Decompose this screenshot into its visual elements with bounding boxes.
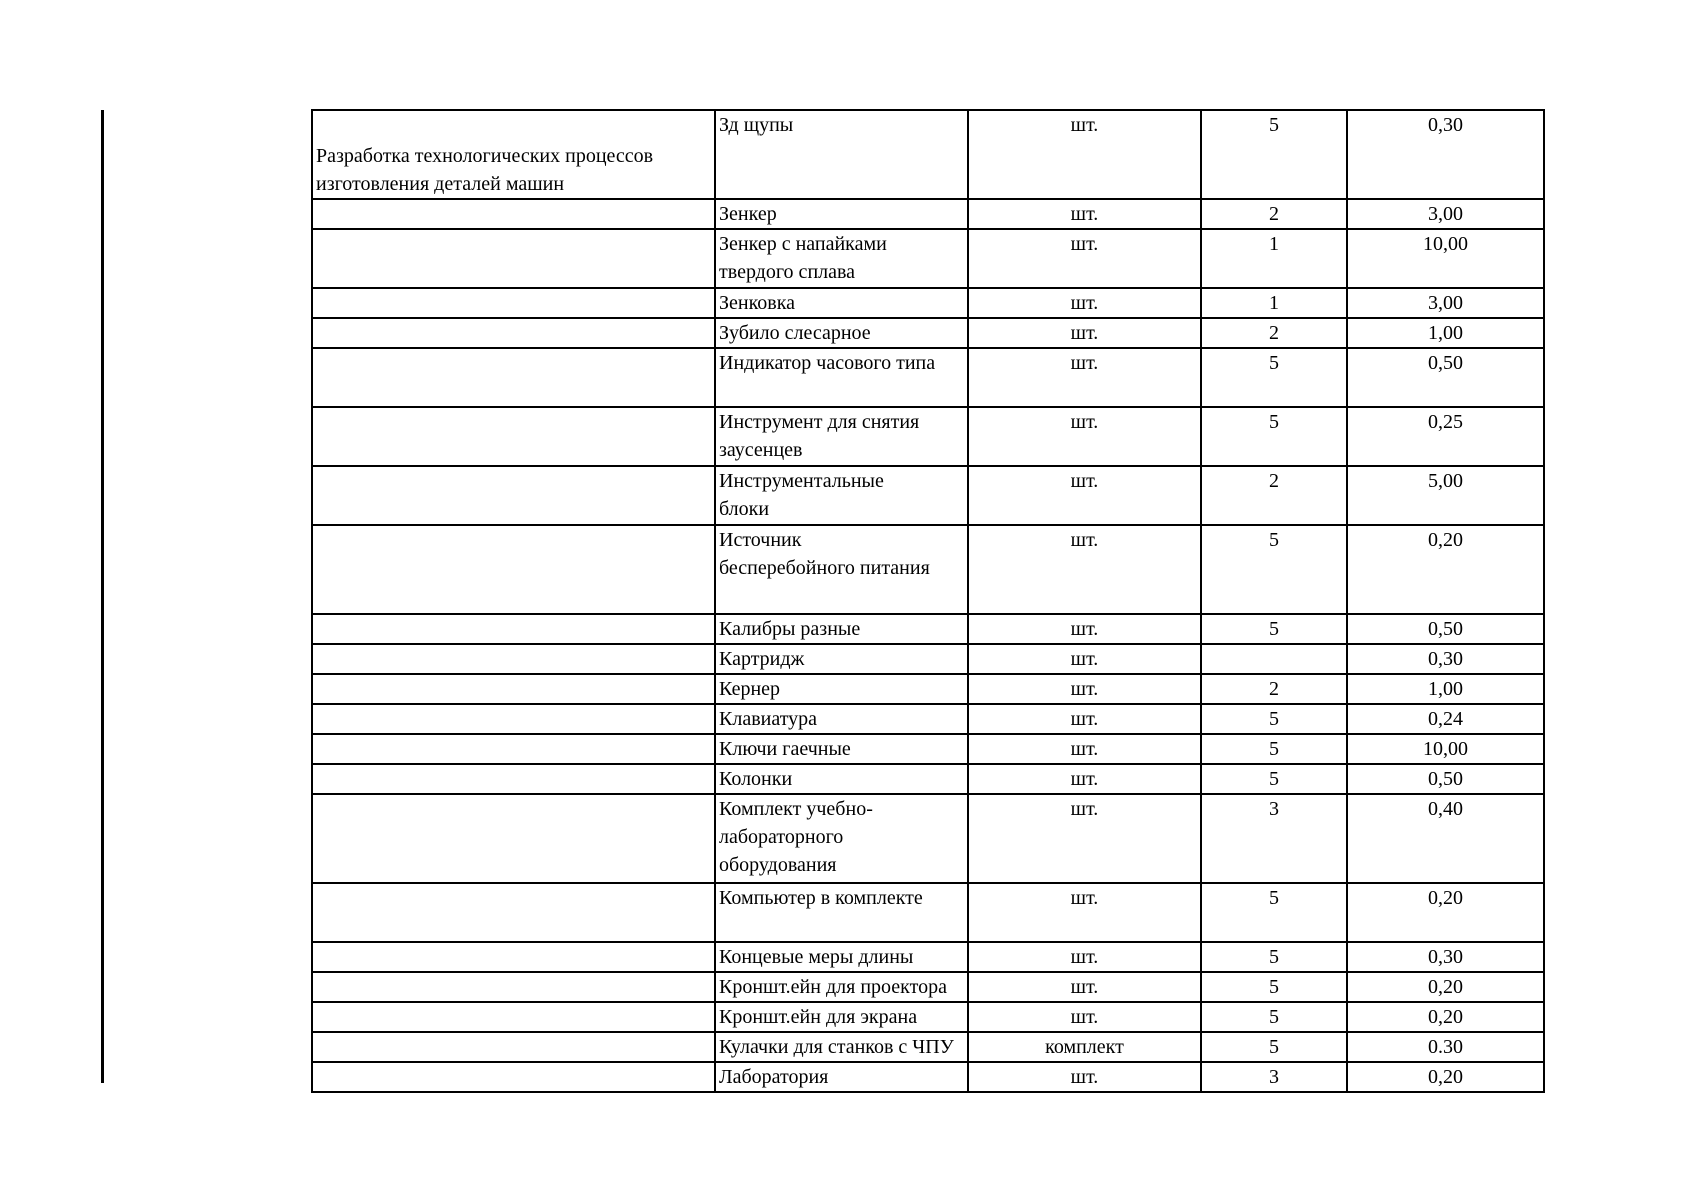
item-name-cell <box>715 644 968 674</box>
item-name-cell <box>715 1032 968 1062</box>
quantity-cell: 1 <box>1201 229 1347 288</box>
table-row <box>312 794 1544 883</box>
item-name: лабораторного <box>719 826 844 848</box>
quantity-cell: 1 <box>1201 288 1347 318</box>
item-name-cell <box>715 318 968 348</box>
value-cell: 0,24 <box>1347 704 1544 734</box>
quantity-cell: 2 <box>1201 466 1347 525</box>
value-cell: 0,50 <box>1347 348 1544 407</box>
item-name: Клавиатура <box>719 708 818 730</box>
quantity-cell: 5 <box>1201 764 1347 794</box>
left-margin-rule <box>101 110 104 1083</box>
item-name-cell <box>715 407 968 466</box>
value-cell: 0,20 <box>1347 1062 1544 1092</box>
value-cell: 10,00 <box>1347 229 1544 288</box>
unit-cell: шт. <box>968 229 1201 288</box>
item-name: Источник <box>719 529 802 551</box>
section-cell <box>312 764 715 794</box>
quantity-cell: 3 <box>1201 794 1347 883</box>
table-row <box>312 229 1544 288</box>
section-cell <box>312 674 715 704</box>
unit-cell: шт. <box>968 942 1201 972</box>
value-cell: 3,00 <box>1347 288 1544 318</box>
quantity-cell: 5 <box>1201 883 1347 942</box>
unit-cell: шт. <box>968 704 1201 734</box>
unit-cell: шт. <box>968 110 1201 199</box>
unit-cell: шт. <box>968 348 1201 407</box>
value-cell: 0,40 <box>1347 794 1544 883</box>
quantity-cell: 5 <box>1201 525 1347 614</box>
section-cell <box>312 1002 715 1032</box>
item-name: Ключи гаечные <box>719 738 851 760</box>
table-row <box>312 674 1544 704</box>
item-name-cell <box>715 883 968 942</box>
item-name: Кроншт.ейн для проектора <box>719 976 947 998</box>
item-name: Индикатор часового типа <box>719 352 936 374</box>
item-name-cell <box>715 674 968 704</box>
quantity-cell: 5 <box>1201 407 1347 466</box>
item-name-cell <box>715 525 968 614</box>
item-name: Зенковка <box>719 292 796 314</box>
quantity-cell <box>1201 644 1347 674</box>
item-name: блоки <box>719 498 770 520</box>
value-cell: 0,30 <box>1347 644 1544 674</box>
item-name-cell <box>715 288 968 318</box>
quantity-cell: 5 <box>1201 614 1347 644</box>
value-cell: 1,00 <box>1347 674 1544 704</box>
item-name-cell <box>715 794 968 883</box>
section-title-line: Разработка технологических процессов <box>316 145 654 167</box>
value-cell: 5,00 <box>1347 466 1544 525</box>
quantity-cell: 5 <box>1201 110 1347 199</box>
section-cell <box>312 525 715 614</box>
quantity-cell: 5 <box>1201 972 1347 1002</box>
table-row <box>312 972 1544 1002</box>
unit-cell: шт. <box>968 318 1201 348</box>
section-cell <box>312 614 715 644</box>
value-cell: 0,25 <box>1347 407 1544 466</box>
unit-cell: шт. <box>968 674 1201 704</box>
unit-cell: шт. <box>968 794 1201 883</box>
item-name: бесперебойного питания <box>719 557 930 579</box>
value-cell: 0,50 <box>1347 614 1544 644</box>
table-row <box>312 318 1544 348</box>
unit-cell: шт. <box>968 466 1201 525</box>
item-name-cell <box>715 1062 968 1092</box>
section-cell <box>312 229 715 288</box>
unit-cell: комплект <box>968 1032 1201 1062</box>
item-name-cell <box>715 110 968 199</box>
unit-cell: шт. <box>968 883 1201 942</box>
section-cell <box>312 972 715 1002</box>
quantity-cell: 5 <box>1201 734 1347 764</box>
item-name: Зенкер <box>719 203 777 225</box>
section-cell <box>312 199 715 229</box>
table-row <box>312 466 1544 525</box>
table-row <box>312 288 1544 318</box>
table-row <box>312 199 1544 229</box>
value-cell: 1,00 <box>1347 318 1544 348</box>
section-cell <box>312 704 715 734</box>
quantity-cell: 5 <box>1201 704 1347 734</box>
item-name-cell <box>715 942 968 972</box>
item-name-cell <box>715 704 968 734</box>
value-cell: 0,20 <box>1347 883 1544 942</box>
quantity-cell: 2 <box>1201 674 1347 704</box>
section-cell <box>312 1032 715 1062</box>
equipment-table <box>311 109 1545 1093</box>
unit-cell: шт. <box>968 764 1201 794</box>
value-cell: 0,20 <box>1347 972 1544 1002</box>
value-cell: 0.30 <box>1347 1032 1544 1062</box>
unit-cell: шт. <box>968 614 1201 644</box>
item-name: заусенцев <box>719 439 803 461</box>
section-title-cell <box>312 110 715 199</box>
section-cell <box>312 942 715 972</box>
quantity-cell: 2 <box>1201 199 1347 229</box>
value-cell: 0,20 <box>1347 525 1544 614</box>
section-cell <box>312 794 715 883</box>
section-cell <box>312 883 715 942</box>
item-name-cell <box>715 734 968 764</box>
item-name-cell <box>715 229 968 288</box>
quantity-cell: 5 <box>1201 1002 1347 1032</box>
unit-cell: шт. <box>968 1062 1201 1092</box>
item-name: Компьютер в комплекте <box>719 887 923 909</box>
item-name-cell <box>715 614 968 644</box>
table-row <box>312 1002 1544 1032</box>
table-row <box>312 644 1544 674</box>
table-row <box>312 110 1544 199</box>
table-row <box>312 348 1544 407</box>
section-cell <box>312 407 715 466</box>
item-name: Калибры разные <box>719 618 861 640</box>
section-cell <box>312 734 715 764</box>
item-name-cell <box>715 1002 968 1032</box>
table-row <box>312 407 1544 466</box>
table-row <box>312 1032 1544 1062</box>
unit-cell: шт. <box>968 734 1201 764</box>
quantity-cell: 5 <box>1201 1032 1347 1062</box>
quantity-cell: 2 <box>1201 318 1347 348</box>
section-cell <box>312 318 715 348</box>
item-name: Лаборатория <box>719 1066 829 1088</box>
item-name: Зубило слесарное <box>719 322 871 344</box>
item-name: Концевые меры длины <box>719 946 914 968</box>
unit-cell: шт. <box>968 972 1201 1002</box>
item-name: Комплект учебно- <box>719 798 873 820</box>
item-name: Инструмент для снятия <box>719 411 920 433</box>
quantity-cell: 5 <box>1201 348 1347 407</box>
table-row <box>312 942 1544 972</box>
unit-cell: шт. <box>968 525 1201 614</box>
table-row <box>312 704 1544 734</box>
value-cell: 10,00 <box>1347 734 1544 764</box>
section-cell <box>312 466 715 525</box>
item-name-cell <box>715 764 968 794</box>
item-name-cell <box>715 199 968 229</box>
section-cell <box>312 1062 715 1092</box>
section-cell <box>312 644 715 674</box>
item-name-cell <box>715 348 968 407</box>
value-cell: 0,30 <box>1347 110 1544 199</box>
item-name: твердого сплава <box>719 261 856 283</box>
item-name: Инструментальные <box>719 470 884 492</box>
item-name: Зенкер с напайками <box>719 233 887 255</box>
section-cell <box>312 348 715 407</box>
value-cell: 0,20 <box>1347 1002 1544 1032</box>
table-row <box>312 764 1544 794</box>
table-row <box>312 734 1544 764</box>
table-row <box>312 525 1544 614</box>
value-cell: 0,50 <box>1347 764 1544 794</box>
unit-cell: шт. <box>968 1002 1201 1032</box>
section-title-line: изготовления деталей машин <box>316 173 565 195</box>
item-name: оборудования <box>719 854 837 876</box>
quantity-cell: 5 <box>1201 942 1347 972</box>
item-name: Кернер <box>719 678 781 700</box>
item-name-cell <box>715 972 968 1002</box>
unit-cell: шт. <box>968 407 1201 466</box>
item-name: Кроншт.ейн для экрана <box>719 1006 918 1028</box>
table-row <box>312 883 1544 942</box>
quantity-cell: 3 <box>1201 1062 1347 1092</box>
item-name: Картридж <box>719 648 805 670</box>
unit-cell: шт. <box>968 199 1201 229</box>
item-name: Колонки <box>719 768 793 790</box>
equipment-table-body <box>312 110 1544 1092</box>
value-cell: 0,30 <box>1347 942 1544 972</box>
unit-cell: шт. <box>968 644 1201 674</box>
section-cell <box>312 288 715 318</box>
unit-cell: шт. <box>968 288 1201 318</box>
item-name: Кулачки для станков с ЧПУ <box>719 1036 954 1058</box>
item-name-cell <box>715 466 968 525</box>
item-name: Зд щупы <box>719 114 794 136</box>
table-row <box>312 1062 1544 1092</box>
value-cell: 3,00 <box>1347 199 1544 229</box>
table-row <box>312 614 1544 644</box>
